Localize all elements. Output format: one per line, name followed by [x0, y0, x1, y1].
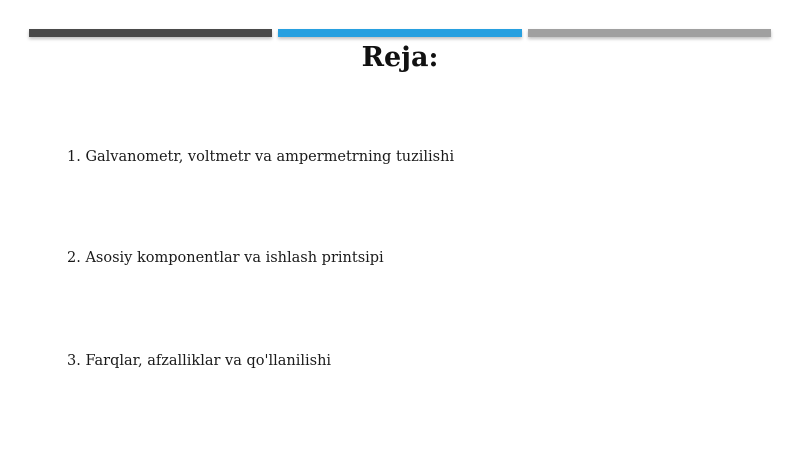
header-bar-blue — [278, 29, 522, 37]
header-bar-gray — [528, 29, 771, 37]
agenda-item: 3. Farqlar, afzalliklar va qo'llanilishi — [67, 353, 332, 369]
header-bar-dark — [29, 29, 272, 37]
slide-title: Reja: — [361, 42, 439, 73]
agenda-item: 1. Galvanometr, voltmetr va ampermetrning tuzilishi — [67, 149, 455, 165]
agenda-item: 2. Asosiy komponentlar va ishlash printsipi — [67, 250, 384, 266]
header-decoration-bars — [29, 29, 771, 37]
